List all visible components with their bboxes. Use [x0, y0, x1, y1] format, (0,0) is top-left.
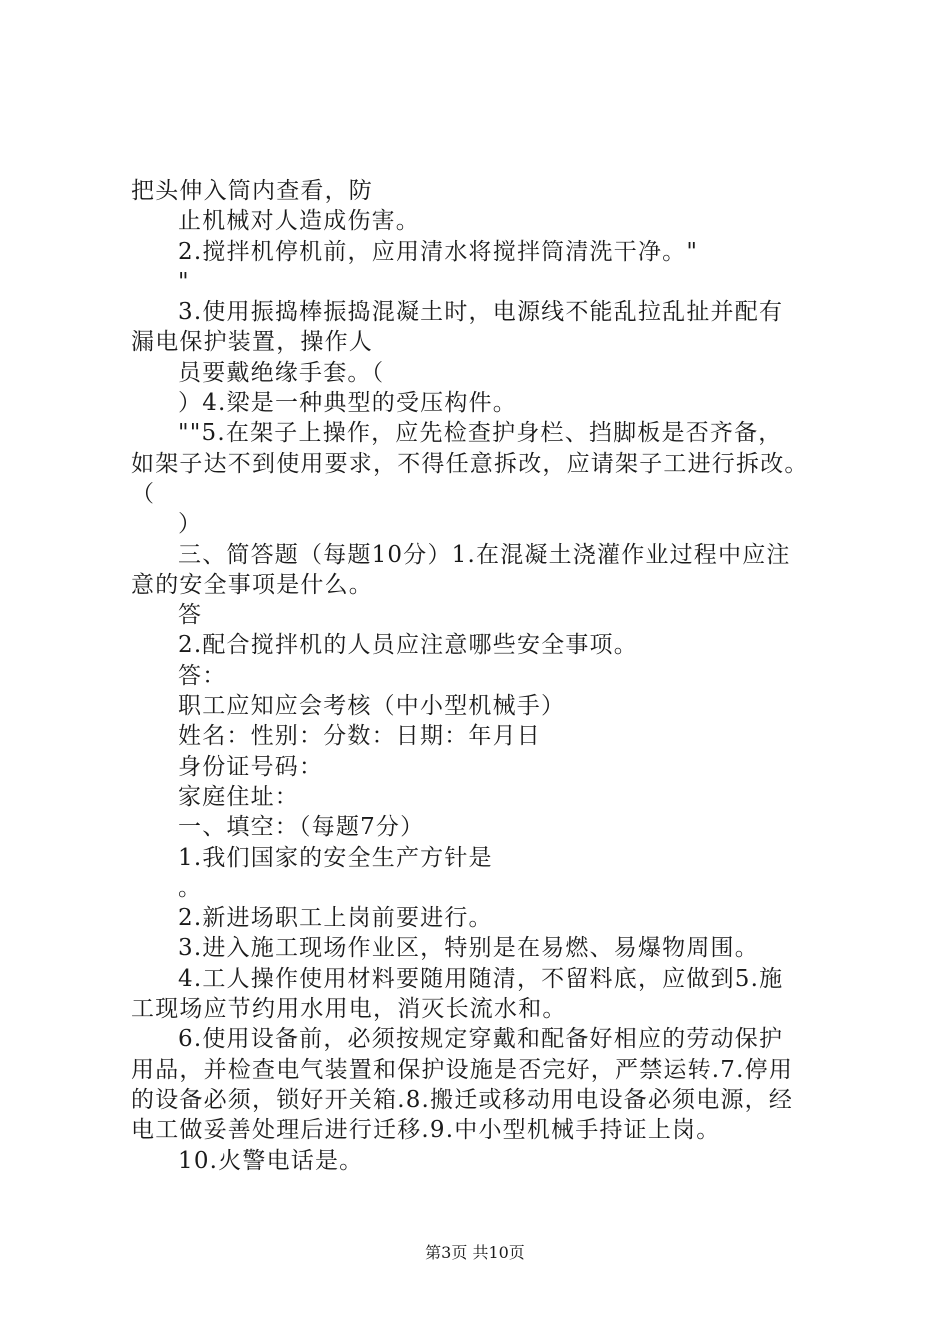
text-line: 漏电保护装置，操作人	[131, 329, 373, 356]
text-line: ）	[178, 511, 203, 538]
text-line: 用品，并检查电气装置和保护设施是否完好，严禁运转.7.停用	[131, 1056, 794, 1083]
text-line: （	[131, 480, 156, 507]
text-line: 1.我们国家的安全生产方针是	[178, 844, 493, 871]
text-line: 三、简答题（每题10分）1.在混凝土浇灌作业过程中应注	[178, 541, 791, 568]
text-line: 员要戴绝缘手套。（	[178, 359, 385, 386]
text-line: 10.火警电话是。	[178, 1147, 364, 1174]
text-line: 意的安全事项是什么。	[131, 571, 373, 598]
text-line: 工现场应节约用水用电，消灭长流水和。	[131, 996, 567, 1023]
text-line: ""5.在架子上操作，应先检查护身栏、挡脚板是否齐备，	[178, 420, 783, 447]
text-line: 身份证号码：	[178, 753, 324, 780]
text-line: 把头伸入筒内查看，防	[131, 178, 373, 204]
text-line: 一、填空：（每题7分）	[178, 814, 425, 841]
text-line: 答：	[178, 662, 227, 689]
text-line: ）4.梁是一种典型的受压构件。	[178, 390, 517, 417]
text-line: 4.工人操作使用材料要随用随清，不留料底，应做到5.施	[178, 965, 784, 992]
text-line: 职工应知应会考核（中小型机械手）	[178, 693, 566, 720]
text-line: 止机械对人造成伤害。	[178, 208, 420, 235]
text-line: 姓名：性别：分数：日期：年月日	[178, 723, 541, 750]
document-body	[131, 176, 851, 1176]
text-line: 。	[178, 874, 203, 901]
text-line: 3.进入施工现场作业区，特别是在易燃、易爆物周围。	[178, 935, 759, 962]
text-line: 的设备必须，锁好开关箱.8.搬迁或移动用电设备必须电源，经	[131, 1086, 794, 1113]
text-line: 3.使用振捣棒振捣混凝土时，电源线不能乱拉乱扯并配有	[178, 299, 784, 326]
text-line: 如架子达不到使用要求，不得任意拆改，应请架子工进行拆改。	[131, 450, 809, 477]
text-line: 2.新进场职工上岗前要进行。	[178, 905, 493, 932]
text-line: 2.搅拌机停机前，应用清水将搅拌筒清洗干净。"	[178, 238, 699, 265]
text-line: 家庭住址：	[178, 783, 299, 810]
page-number-footer: 第3页 共10页	[425, 1243, 525, 1262]
text-line: 6.使用设备前，必须按规定穿戴和配备好相应的劳动保护	[178, 1026, 784, 1053]
text-line: 电工做妥善处理后进行迁移.9.中小型机械手持证上岗。	[131, 1117, 721, 1144]
text-line: 2.配合搅拌机的人员应注意哪些安全事项。	[178, 632, 638, 659]
text-line: 答	[178, 602, 203, 629]
text-line: "	[178, 268, 190, 295]
